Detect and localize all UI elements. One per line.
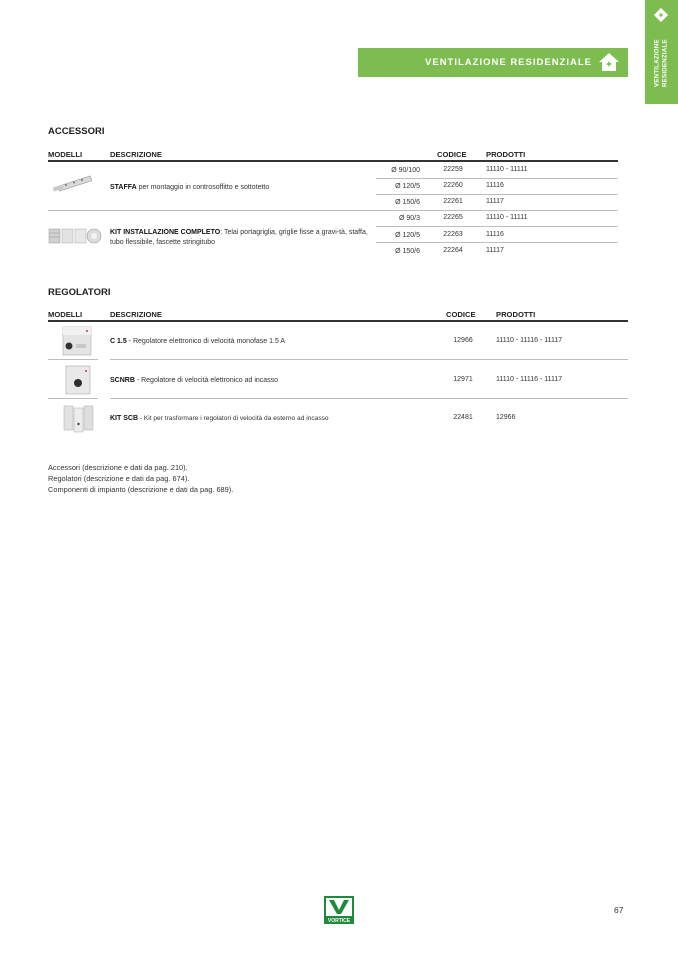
kit-installazione-name: KIT INSTALLAZIONE COMPLETO xyxy=(110,229,221,236)
regolatori-header-prodotti: PRODOTTI xyxy=(496,310,536,319)
side-tab-label xyxy=(645,26,678,100)
acc-products: 11117 xyxy=(486,247,504,254)
ventilation-diamond-icon xyxy=(654,8,668,22)
row-divider xyxy=(376,178,618,179)
regolatori-header-rule xyxy=(48,320,628,322)
side-tab xyxy=(645,0,678,104)
acc-code: 22261 xyxy=(443,198,463,205)
c15-description xyxy=(110,337,430,347)
staffa-description xyxy=(110,183,370,193)
footnote: Accessori (descrizione e dati da pag. 210). xyxy=(48,463,188,472)
acc-size: Ø 150/6 xyxy=(395,199,420,206)
acc-size: Ø 120/5 xyxy=(395,232,420,239)
c15-name: C 1.5 xyxy=(110,338,127,345)
kit-scb-thumbnail xyxy=(62,404,96,434)
staffa-thumbnail xyxy=(50,172,100,196)
reg-code: 12971 xyxy=(453,376,473,383)
regolatori-header-codice: CODICE xyxy=(446,310,476,319)
accessori-header-descrizione: DESCRIZIONE xyxy=(110,150,162,159)
regolatori-title: REGOLATORI xyxy=(48,287,111,298)
acc-products: 11110 - 11111 xyxy=(486,214,528,221)
row-divider xyxy=(376,226,618,227)
acc-code: 22265 xyxy=(443,214,463,221)
regolatori-header-descrizione: DESCRIZIONE xyxy=(110,310,162,319)
footnotes xyxy=(48,462,233,495)
regolatori-header-modelli: MODELLI xyxy=(48,310,83,319)
scnrb-name: SCNRB xyxy=(110,377,135,384)
accessori-title: ACCESSORI xyxy=(48,126,105,137)
banner-title: VENTILAZIONE RESIDENZIALE xyxy=(425,57,592,68)
acc-products: 11117 xyxy=(486,198,504,205)
acc-products: 11110 - 11111 xyxy=(486,166,528,173)
row-divider xyxy=(48,359,98,360)
acc-size: Ø 90/3 xyxy=(398,215,420,222)
kit-scb-text: - Kit per trasformare i regolatori di velocità da esterno ad incasso xyxy=(138,415,329,422)
footnote: Componenti di impianto (descrizione e dati da pag. 689). xyxy=(48,485,234,494)
reg-products: 11110 - 11116 - 11117 xyxy=(496,337,563,344)
reg-products: 12966 xyxy=(496,414,516,421)
acc-code: 22260 xyxy=(443,182,463,189)
group-divider xyxy=(48,210,618,211)
acc-code: 22259 xyxy=(443,166,463,173)
accessori-header-rule xyxy=(48,160,618,162)
section-banner xyxy=(358,48,628,77)
scnrb-text: - Regolatore di velocità elettronico ad incasso xyxy=(134,377,279,384)
row-divider xyxy=(376,242,618,243)
vortice-logo xyxy=(324,896,354,924)
c15-thumbnail xyxy=(60,326,94,356)
reg-products: 11110 - 11116 - 11117 xyxy=(496,376,563,383)
house-fan-icon xyxy=(598,51,620,73)
acc-size: Ø 90/100 xyxy=(391,167,420,174)
staffa-name: STAFFA xyxy=(110,184,137,191)
kit-scb-description xyxy=(110,414,440,424)
footnote: Regolatori (descrizione e dati da pag. 674). xyxy=(48,474,190,483)
side-tab-line1: VENTILAZIONE xyxy=(653,39,661,87)
kit-installazione-description xyxy=(110,228,368,248)
row-divider xyxy=(110,359,628,360)
acc-size: Ø 120/5 xyxy=(395,183,420,190)
acc-code: 22263 xyxy=(443,231,463,238)
scnrb-thumbnail xyxy=(62,365,94,395)
accessori-header-modelli: MODELLI xyxy=(48,150,83,159)
scnrb-description xyxy=(110,376,430,386)
acc-products: 11116 xyxy=(486,231,504,238)
staffa-text: per montaggio in controsoffitto e sottotetto xyxy=(136,184,270,191)
reg-code: 12966 xyxy=(453,337,473,344)
logo-text: VORTICE xyxy=(327,918,351,924)
reg-code: 22481 xyxy=(453,414,473,421)
kit-installazione-thumbnail xyxy=(48,226,102,246)
page-number: 67 xyxy=(614,905,624,915)
kit-installazione-text: : Telai portagriglia, griglie fisse a gravi-tà, staffa, tubo flessibile, fascette stringitubo xyxy=(110,229,368,246)
accessori-header-prodotti: PRODOTTI xyxy=(486,150,526,159)
acc-code: 22264 xyxy=(443,247,463,254)
row-divider xyxy=(110,398,628,399)
row-divider xyxy=(376,194,618,195)
kit-scb-name: KIT SCB xyxy=(110,415,138,422)
acc-size: Ø 150/6 xyxy=(395,248,420,255)
row-divider xyxy=(48,398,98,399)
acc-products: 11116 xyxy=(486,182,504,189)
side-tab-line2: RESIDENZIALE xyxy=(661,39,669,87)
c15-text: - Regolatore elettronico di velocità monofase 1.5 A xyxy=(126,338,286,345)
accessori-header-codice: CODICE xyxy=(437,150,467,159)
